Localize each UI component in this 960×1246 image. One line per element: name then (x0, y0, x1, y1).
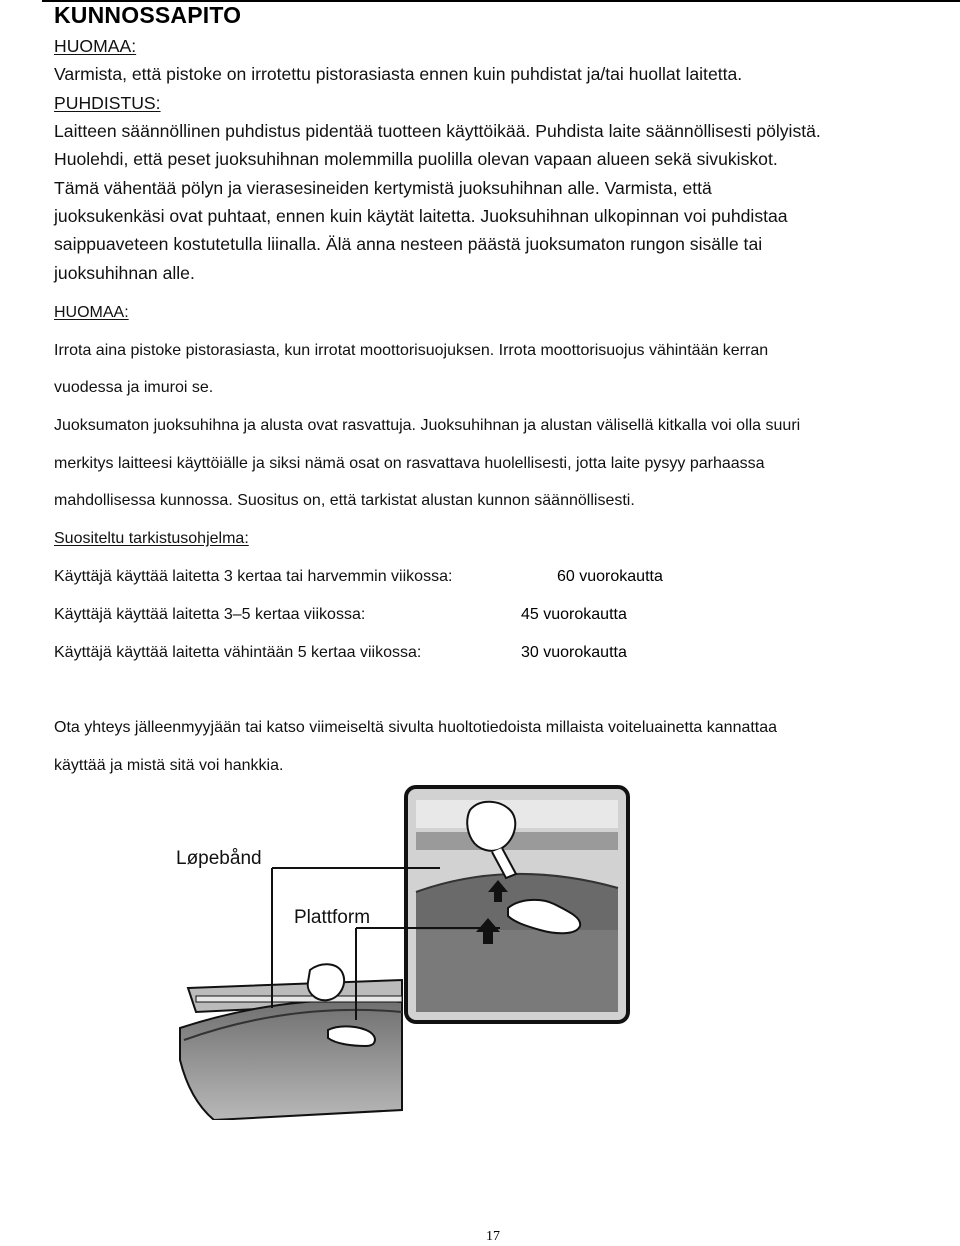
cleaning-line: Laitteen säännöllinen puhdistus pidentää tuotteen käyttöikää. Puhdista laite säännöllisesti pölyistä. (54, 121, 821, 141)
contact-line: käyttää ja mistä sitä voi hankkia. (54, 757, 284, 774)
note1-text: Varmista, että pistoke on irrotettu pistorasiasta ennen kuin puhdistat ja/tai huollat laitetta. (54, 64, 743, 84)
schedule-heading: Suositeltu tarkistusohjelma: (54, 530, 249, 547)
cleaning-heading: PUHDISTUS: (54, 93, 161, 113)
schedule-interval: 60 vuorokautta (557, 568, 663, 585)
cleaning-line: Tämä vähentää pölyn ja vierasesineiden kertymistä juoksuhihnan alle. Varmista, että (54, 178, 712, 198)
note2-line: Juoksumaton juoksuhihna ja alusta ovat rasvattuja. Juoksuhihnan ja alustan välisellä kitkalla voi olla suuri (54, 417, 801, 434)
cleaning-line: juoksuhihnan alle. (54, 263, 195, 283)
label-platform: Plattform (294, 907, 371, 928)
note2-heading: HUOMAA: (54, 304, 129, 321)
schedule-interval: 45 vuorokautta (521, 606, 627, 623)
note2-line: vuodessa ja imuroi se. (54, 379, 214, 396)
contact-line: Ota yhteys jälleenmyyjään tai katso viimeiseltä sivulta huoltotiedoista millaista voiteluainetta kannattaa (54, 719, 778, 736)
note2-line: mahdollisessa kunnossa. Suositus on, että tarkistat alustan kunnon säännöllisesti. (54, 492, 635, 509)
note1-heading: HUOMAA: (54, 36, 137, 56)
page-number: 17 (486, 1229, 500, 1244)
note2-line: Irrota aina pistoke pistorasiasta, kun irrotat moottorisuojuksen. Irrota moottorisuojus vähintään kerran (54, 342, 769, 359)
label-belt: Løpebånd (176, 848, 262, 869)
treadmill-frame (180, 980, 402, 1120)
page-title: KUNNOSSAPITO (54, 2, 242, 28)
schedule-usage: Käyttäjä käyttää laitetta 3 kertaa tai harvemmin viikossa: (54, 568, 453, 585)
note2-line: merkitys laitteesi käyttöiälle ja siksi nämä osat on rasvattava huolellisesti, jotta laite pysyy parhaassa (54, 455, 765, 472)
cleaning-line: juoksukenkäsi ovat puhtaat, ennen kuin käytät laitetta. Juoksuhihnan ulkopinnan voi puhdistaa (54, 206, 788, 226)
cleaning-line: Huolehdi, että peset juoksuhihnan molemmilla puolilla olevan vapaan alueen sekä sivukiskot. (54, 149, 778, 169)
schedule-usage: Käyttäjä käyttää laitetta 3–5 kertaa viikossa: (54, 606, 366, 623)
schedule-interval: 30 vuorokautta (521, 644, 627, 661)
schedule-usage: Käyttäjä käyttää laitetta vähintään 5 kertaa viikossa: (54, 644, 422, 661)
cleaning-line: saippuaveteen kostutetulla liinalla. Älä anna nesteen päästä juoksumaton rungon sisälle tai (54, 234, 763, 254)
treadmill-illustration (170, 780, 630, 1120)
